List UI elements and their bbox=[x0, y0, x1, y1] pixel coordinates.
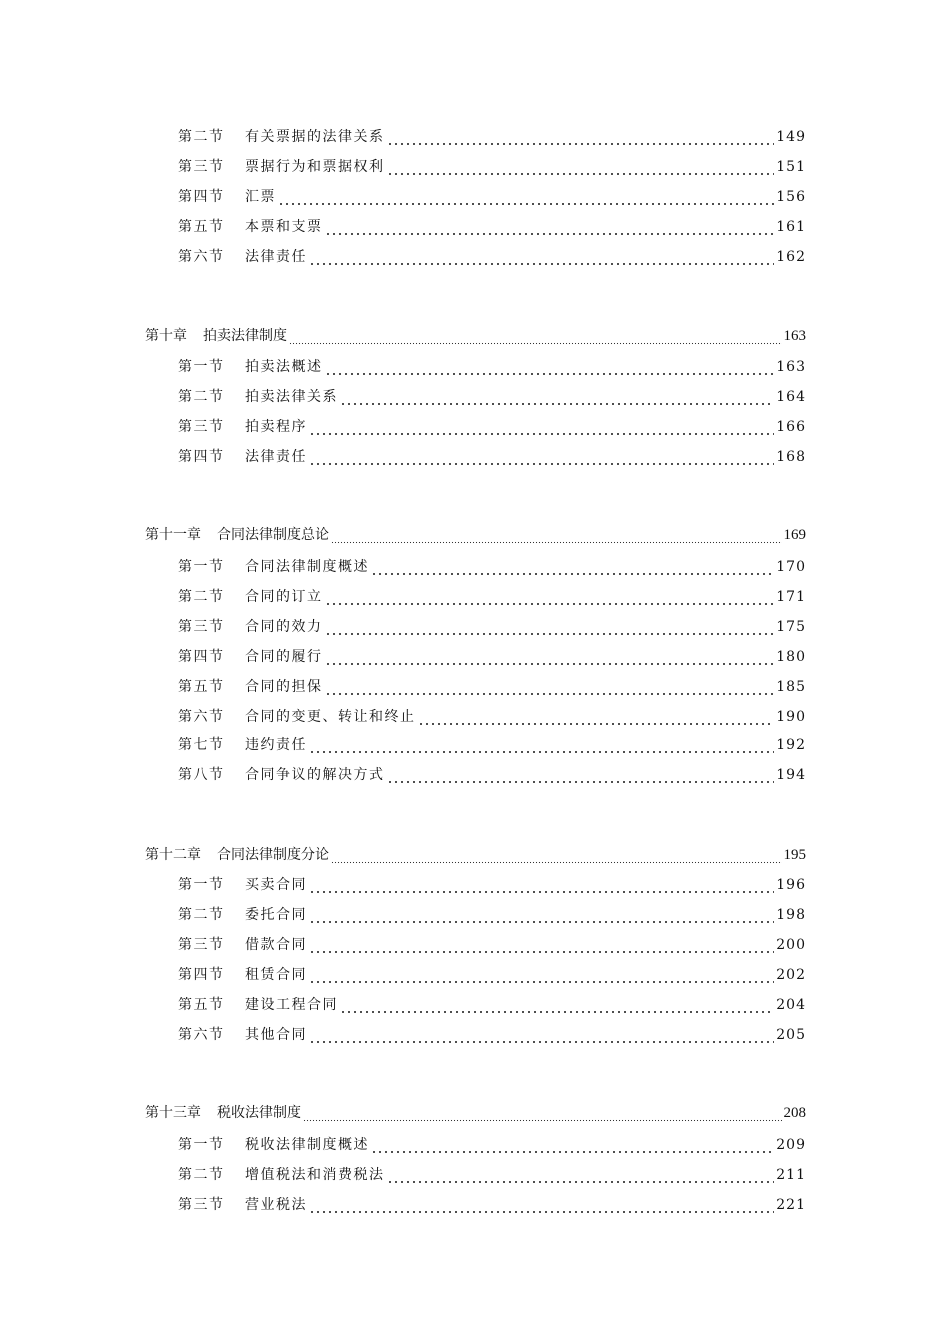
entry-number: 第二节 bbox=[178, 907, 225, 923]
entry-page-number: 202 bbox=[776, 967, 806, 983]
entry-page-number: 192 bbox=[776, 737, 806, 753]
toc-section-entry[interactable] bbox=[178, 994, 806, 1016]
entry-title: 拍卖法律关系 bbox=[245, 389, 338, 405]
entry-page-number: 221 bbox=[776, 1197, 806, 1213]
toc-chapter-entry[interactable] bbox=[145, 1102, 806, 1124]
dot-leader bbox=[331, 524, 782, 546]
dot-leader bbox=[309, 246, 774, 268]
entry-title: 合同争议的解决方式 bbox=[245, 767, 385, 783]
toc-section-entry[interactable] bbox=[178, 586, 806, 608]
toc-section-entry[interactable] bbox=[178, 676, 806, 698]
dot-leader bbox=[387, 126, 775, 148]
entry-number: 第六节 bbox=[178, 709, 225, 725]
dot-leader bbox=[309, 904, 774, 926]
entry-title: 合同的效力 bbox=[245, 619, 323, 635]
entry-page-number: 180 bbox=[776, 649, 806, 665]
entry-number: 第二节 bbox=[178, 1167, 225, 1183]
entry-page-number: 196 bbox=[776, 877, 806, 893]
toc-section-entry[interactable] bbox=[178, 386, 806, 408]
entry-number: 第三节 bbox=[178, 419, 225, 435]
toc-chapter-entry[interactable] bbox=[145, 844, 806, 866]
toc-section-entry[interactable] bbox=[178, 156, 806, 178]
toc-section-entry[interactable] bbox=[178, 964, 806, 986]
entry-title: 拍卖法概述 bbox=[245, 359, 323, 375]
entry-number: 第十三章 bbox=[145, 1105, 201, 1121]
entry-number: 第三节 bbox=[178, 1197, 225, 1213]
toc-chapter-entry[interactable] bbox=[145, 325, 806, 347]
dot-leader bbox=[371, 556, 774, 578]
entry-number: 第四节 bbox=[178, 649, 225, 665]
entry-title: 有关票据的法律关系 bbox=[245, 129, 385, 145]
dot-leader bbox=[340, 994, 774, 1016]
dot-leader bbox=[309, 446, 774, 468]
dot-leader bbox=[325, 646, 775, 668]
entry-page-number: 156 bbox=[776, 189, 806, 205]
entry-page-number: 205 bbox=[776, 1027, 806, 1043]
dot-leader bbox=[418, 706, 775, 728]
entry-title: 委托合同 bbox=[245, 907, 307, 923]
entry-title: 增值税法和消费税法 bbox=[245, 1167, 385, 1183]
entry-page-number: 163 bbox=[783, 328, 806, 344]
entry-title: 合同的变更、转让和终止 bbox=[245, 709, 416, 725]
dot-leader bbox=[387, 1164, 775, 1186]
dot-leader bbox=[331, 844, 782, 866]
entry-title: 合同法律制度概述 bbox=[245, 559, 369, 575]
toc-section-entry[interactable] bbox=[178, 216, 806, 238]
entry-number: 第一节 bbox=[178, 1137, 225, 1153]
entry-number: 第八节 bbox=[178, 767, 225, 783]
entry-number: 第一节 bbox=[178, 559, 225, 575]
entry-number: 第二节 bbox=[178, 589, 225, 605]
entry-page-number: 198 bbox=[776, 907, 806, 923]
entry-page-number: 208 bbox=[783, 1105, 806, 1121]
entry-title: 合同的担保 bbox=[245, 679, 323, 695]
entry-number: 第五节 bbox=[178, 997, 225, 1013]
dot-leader bbox=[371, 1134, 774, 1156]
dot-leader bbox=[387, 764, 775, 786]
entry-number: 第四节 bbox=[178, 449, 225, 465]
entry-page-number: 162 bbox=[776, 249, 806, 265]
toc-section-entry[interactable] bbox=[178, 126, 806, 148]
entry-title: 法律责任 bbox=[245, 249, 307, 265]
entry-number: 第一节 bbox=[178, 877, 225, 893]
entry-number: 第五节 bbox=[178, 679, 225, 695]
entry-number: 第四节 bbox=[178, 967, 225, 983]
dot-leader bbox=[309, 416, 774, 438]
entry-page-number: 161 bbox=[776, 219, 806, 235]
entry-page-number: 175 bbox=[776, 619, 806, 635]
entry-title: 合同的履行 bbox=[245, 649, 323, 665]
toc-section-entry[interactable] bbox=[178, 356, 806, 378]
toc-section-entry[interactable] bbox=[178, 646, 806, 668]
toc-section-entry[interactable] bbox=[178, 416, 806, 438]
toc-section-entry[interactable] bbox=[178, 556, 806, 578]
entry-title: 买卖合同 bbox=[245, 877, 307, 893]
dot-leader bbox=[309, 1194, 774, 1216]
toc-section-entry[interactable] bbox=[178, 934, 806, 956]
toc-section-entry[interactable] bbox=[178, 1164, 806, 1186]
entry-page-number: 211 bbox=[776, 1167, 806, 1183]
entry-title: 其他合同 bbox=[245, 1027, 307, 1043]
entry-number: 第三节 bbox=[178, 619, 225, 635]
entry-number: 第三节 bbox=[178, 159, 225, 175]
entry-title: 拍卖程序 bbox=[245, 419, 307, 435]
entry-number: 第一节 bbox=[178, 359, 225, 375]
entry-number: 第十章 bbox=[145, 328, 187, 344]
entry-title: 法律责任 bbox=[245, 449, 307, 465]
entry-title: 税收法律制度 bbox=[217, 1105, 301, 1121]
dot-leader bbox=[309, 734, 774, 756]
toc-section-entry[interactable] bbox=[178, 1194, 806, 1216]
entry-number: 第二节 bbox=[178, 389, 225, 405]
toc-section-entry[interactable] bbox=[178, 616, 806, 638]
entry-title: 本票和支票 bbox=[245, 219, 323, 235]
toc-section-entry[interactable] bbox=[178, 734, 806, 756]
entry-title: 营业税法 bbox=[245, 1197, 307, 1213]
dot-leader bbox=[309, 964, 774, 986]
toc-section-entry[interactable] bbox=[178, 764, 806, 786]
toc-section-entry[interactable] bbox=[178, 874, 806, 896]
entry-page-number: 151 bbox=[776, 159, 806, 175]
dot-leader bbox=[340, 386, 774, 408]
entry-title: 违约责任 bbox=[245, 737, 307, 753]
dot-leader bbox=[325, 356, 775, 378]
toc-section-entry[interactable] bbox=[178, 1134, 806, 1156]
dot-leader bbox=[387, 156, 775, 178]
entry-page-number: 149 bbox=[776, 129, 806, 145]
entry-page-number: 190 bbox=[776, 709, 806, 725]
entry-page-number: 163 bbox=[776, 359, 806, 375]
entry-title: 票据行为和票据权利 bbox=[245, 159, 385, 175]
entry-number: 第七节 bbox=[178, 737, 225, 753]
entry-title: 借款合同 bbox=[245, 937, 307, 953]
dot-leader bbox=[309, 1024, 774, 1046]
entry-title: 租赁合同 bbox=[245, 967, 307, 983]
dot-leader bbox=[325, 676, 775, 698]
entry-page-number: 194 bbox=[776, 767, 806, 783]
toc-section-entry[interactable] bbox=[178, 706, 806, 728]
entry-page-number: 166 bbox=[776, 419, 806, 435]
dot-leader bbox=[278, 186, 774, 208]
entry-title: 合同的订立 bbox=[245, 589, 323, 605]
entry-page-number: 200 bbox=[776, 937, 806, 953]
dot-leader bbox=[325, 586, 775, 608]
entry-number: 第六节 bbox=[178, 249, 225, 265]
entry-page-number: 170 bbox=[776, 559, 806, 575]
dot-leader bbox=[309, 874, 774, 896]
dot-leader bbox=[325, 216, 775, 238]
toc-section-entry[interactable] bbox=[178, 904, 806, 926]
dot-leader bbox=[325, 616, 775, 638]
entry-page-number: 164 bbox=[776, 389, 806, 405]
entry-number: 第三节 bbox=[178, 937, 225, 953]
entry-page-number: 195 bbox=[783, 847, 806, 863]
toc-section-entry[interactable] bbox=[178, 186, 806, 208]
entry-page-number: 209 bbox=[776, 1137, 806, 1153]
entry-page-number: 171 bbox=[776, 589, 806, 605]
toc-section-entry[interactable] bbox=[178, 1024, 806, 1046]
entry-title: 税收法律制度概述 bbox=[245, 1137, 369, 1153]
entry-page-number: 168 bbox=[776, 449, 806, 465]
entry-number: 第五节 bbox=[178, 219, 225, 235]
toc-chapter-entry[interactable] bbox=[145, 524, 806, 546]
entry-page-number: 185 bbox=[776, 679, 806, 695]
entry-number: 第六节 bbox=[178, 1027, 225, 1043]
entry-title: 合同法律制度总论 bbox=[217, 527, 329, 543]
entry-page-number: 169 bbox=[783, 527, 806, 543]
dot-leader bbox=[309, 934, 774, 956]
dot-leader bbox=[289, 325, 782, 347]
entry-number: 第四节 bbox=[178, 189, 225, 205]
entry-number: 第二节 bbox=[178, 129, 225, 145]
entry-number: 第十二章 bbox=[145, 847, 201, 863]
dot-leader bbox=[303, 1102, 782, 1124]
entry-title: 建设工程合同 bbox=[245, 997, 338, 1013]
entry-title: 合同法律制度分论 bbox=[217, 847, 329, 863]
toc-section-entry[interactable] bbox=[178, 446, 806, 468]
entry-title: 汇票 bbox=[245, 189, 276, 205]
entry-title: 拍卖法律制度 bbox=[203, 328, 287, 344]
entry-number: 第十一章 bbox=[145, 527, 201, 543]
entry-page-number: 204 bbox=[776, 997, 806, 1013]
toc-section-entry[interactable] bbox=[178, 246, 806, 268]
